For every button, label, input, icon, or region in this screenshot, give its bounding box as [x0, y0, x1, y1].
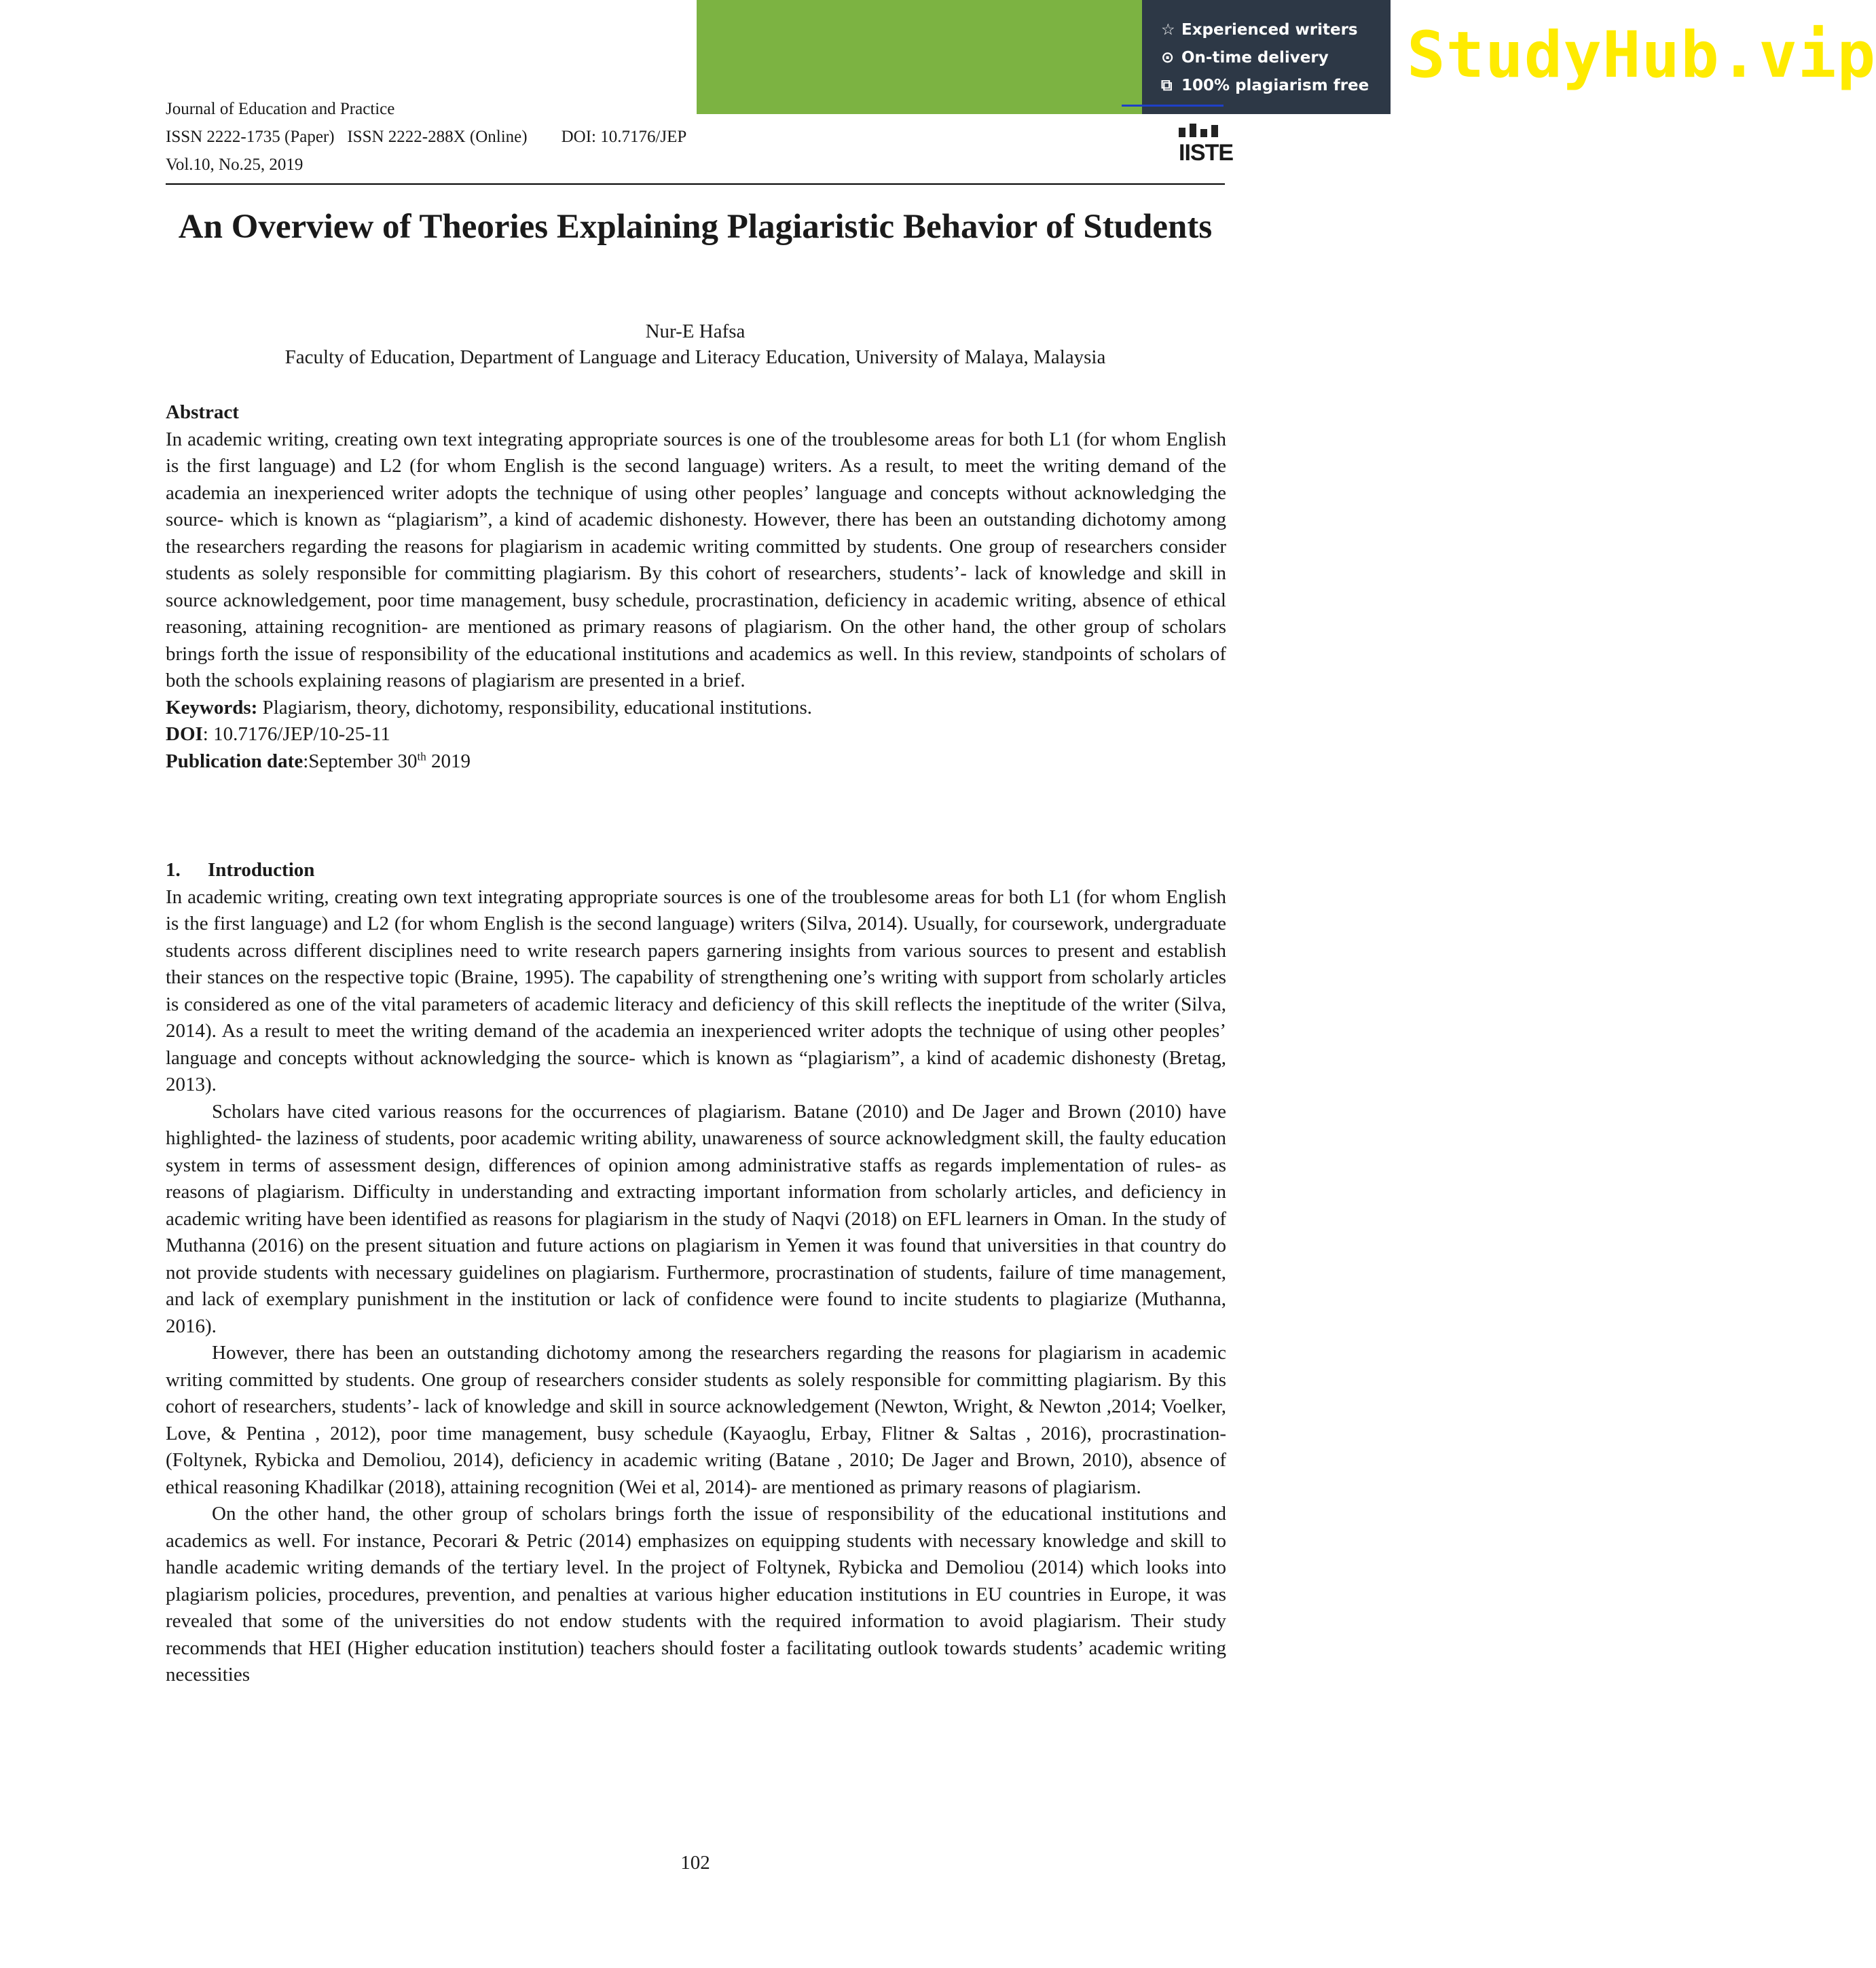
iiste-logo-bars	[1179, 124, 1224, 137]
iiste-logo-text: IISTE	[1179, 140, 1234, 166]
intro-paragraph: On the other hand, the other group of scholars brings forth the issue of responsibility of the educational institutions and academics as well. For instance, Pecorari & Petric (2014) emphasizes on equipping students with necessary knowledge and skill to handle academic writing demands of the tertiary level. In the project of Foltynek, Rybicka and Demoliou (2014) which looks into plagiarism policies, procedures, prevention, and penalties at various higher education institutions in EU countries in Europe, it was revealed that some of the universities do not endow students with the required information to avoid plagiarism. Their study recommends that HEI (Higher education institution) teachers should foster a facilitating outlook towards students’ academic writing necessities	[166, 1503, 1226, 1685]
feature-label: Experienced writers	[1181, 21, 1358, 39]
doi-line	[166, 721, 1226, 748]
feature-item	[1161, 72, 1391, 100]
pubdate-line	[166, 748, 1226, 776]
keywords-label: Keywords:	[166, 696, 258, 718]
intro-paragraph: Scholars have cited various reasons for the occurrences of plagiarism. Batane (2010) and De Jager and Brown (2010) have highlighted- the laziness of students, poor academic writing ability, unawareness of source acknowledgment skill, the faulty education system in terms of assessment design, differences of opinion among administrative staffs as regards implementation of rules- as reasons of plagiarism. Difficulty in understanding and extracting important information from scholarly articles, and deficiency in academic writing have been identified as reasons for plagiarism in the study of Naqvi (2018) on EFL learners in Oman. In the study of Muthanna (2016) on the present situation and future actions on plagiarism in Yemen it was found that universities in that country do not provide students with necessary guidelines on plagiarism. Furthermore, procrastination of students, failure of time management, and lack of exemplary punishment in the institution or lack of confidence were found to incite students to plagiarize (Muthanna, 2016).	[166, 1100, 1226, 1337]
copy-icon: ⧉	[1161, 77, 1173, 94]
intro-paragraph: However, there has been an outstanding dichotomy among the researchers regarding the reasons for plagiarism in academic writing committed by students. One group of researchers consider students as solely responsible for committing plagiarism. By this cohort of researchers, students’- lack of knowledge and skill in source acknowledgement (Newton, Wright, & Newton ,2014; Voelker, Love, & Pentina , 2012), poor time management, busy schedule (Kayaoglu, Erbay, Flitner & Saltas , 2016), procrastination- (Foltynek, Rybicka and Demoliou, 2014), deficiency in academic writing (Batane , 2010; De Jager and Brown, 2010), absence of ethical reasoning Khadilkar (2018), attaining recognition (Wei et al, 2014)- are mentioned as primary reasons of plagiarism.	[166, 1342, 1226, 1498]
section-number: 1.	[166, 859, 181, 881]
journal-volume: Vol.10, No.25, 2019	[166, 156, 304, 174]
introduction-heading	[166, 857, 1226, 884]
author-name: Nur-E Hafsa	[645, 321, 746, 342]
abstract-text: In academic writing, creating own text integrating appropriate sources is one of the troublesome areas for both L1 (for whom English is the first language) and L2 (for whom English is the second language) writers. As a result, to meet the writing demand of the academia an inexperienced writer adopts the technique of using other peoples’ language and concepts without acknowledging the source- which is known as “plagiarism”, a kind of academic dishonesty. However, there has been an outstanding dichotomy among the researchers regarding the reasons for plagiarism in academic writing committed by students. One group of researchers consider students as solely responsible for committing plagiarism. By this cohort of researchers, students’- lack of knowledge and skill in source acknowledgement, poor time management, busy schedule, procrastination, deficiency in academic writing, absence of ethical reasoning, attaining recognition- are mentioned as primary reasons of plagiarism. On the other hand, the other group of scholars brings forth the issue of responsibility of the educational institutions and academics as well. In this review, standpoints of scholars of both the schools explaining reasons of plagiarism are presented in a brief.	[166, 428, 1226, 691]
keywords-line	[166, 695, 1226, 722]
journal-url-link[interactable]	[1122, 105, 1224, 107]
pubdate-year: 2019	[426, 750, 471, 772]
journal-name: Journal of Education and Practice	[166, 100, 395, 118]
header-divider	[166, 183, 1225, 185]
pubdate-label: Publication date	[166, 750, 304, 772]
clock-icon: ⊙	[1161, 49, 1175, 67]
pubdate-suffix: th	[417, 749, 426, 763]
journal-issn: ISSN 2222-1735 (Paper) ISSN 2222-288X (Online) DOI: 10.7176/JEP	[166, 128, 687, 146]
star-icon: ☆	[1161, 21, 1175, 39]
introduction-section	[166, 857, 1226, 1689]
iiste-logo	[1179, 124, 1234, 174]
doi-value[interactable]: : 10.7176/JEP/10-25-11	[202, 723, 390, 745]
studyhub-logo[interactable]: StudyHub.vip	[1407, 18, 1876, 92]
feature-label: On-time delivery	[1181, 49, 1329, 67]
keywords-value: Plagiarism, theory, dichotomy, responsibility, educational institutions.	[257, 696, 813, 718]
feature-item	[1161, 44, 1391, 72]
paper-title: An Overview of Theories Explaining Plagiaristic Behavior of Students	[178, 208, 1213, 246]
section-title: Introduction	[208, 859, 315, 881]
feature-label: 100% plagiarism free	[1181, 77, 1369, 94]
studyhub-features-panel[interactable]	[1142, 0, 1391, 114]
doi-label: DOI	[166, 723, 203, 745]
page-number: 102	[680, 1852, 710, 1874]
intro-paragraph: In academic writing, creating own text integrating appropriate sources is one of the troublesome areas for both L1 (for whom English is the first language) and L2 (for whom English is the second language) writers (Silva, 2014). Usually, for coursework, undergraduate students across different disciplines need to write research papers garnering insights from various sources to present and establish their stances on the respective topic (Braine, 1995). The capability of strengthening one’s writing with support from scholarly articles is considered as one of the vital parameters of academic literacy and deficiency of this skill reflects the ineptitude of the writer (Silva, 2014). As a result to meet the writing demand of the academia an inexperienced writer adopts the technique of using other peoples’ language and concepts without acknowledging the source- which is known as “plagiarism”, a kind of academic dishonesty (Bretag, 2013).	[166, 886, 1226, 1095]
pubdate-value: :September 30	[303, 750, 418, 772]
abstract-section	[166, 399, 1226, 775]
author-affiliation: Faculty of Education, Department of Language and Literacy Education, University of Malaya, Malaysia	[284, 346, 1106, 368]
abstract-heading: Abstract	[166, 401, 239, 423]
feature-item	[1161, 16, 1391, 44]
